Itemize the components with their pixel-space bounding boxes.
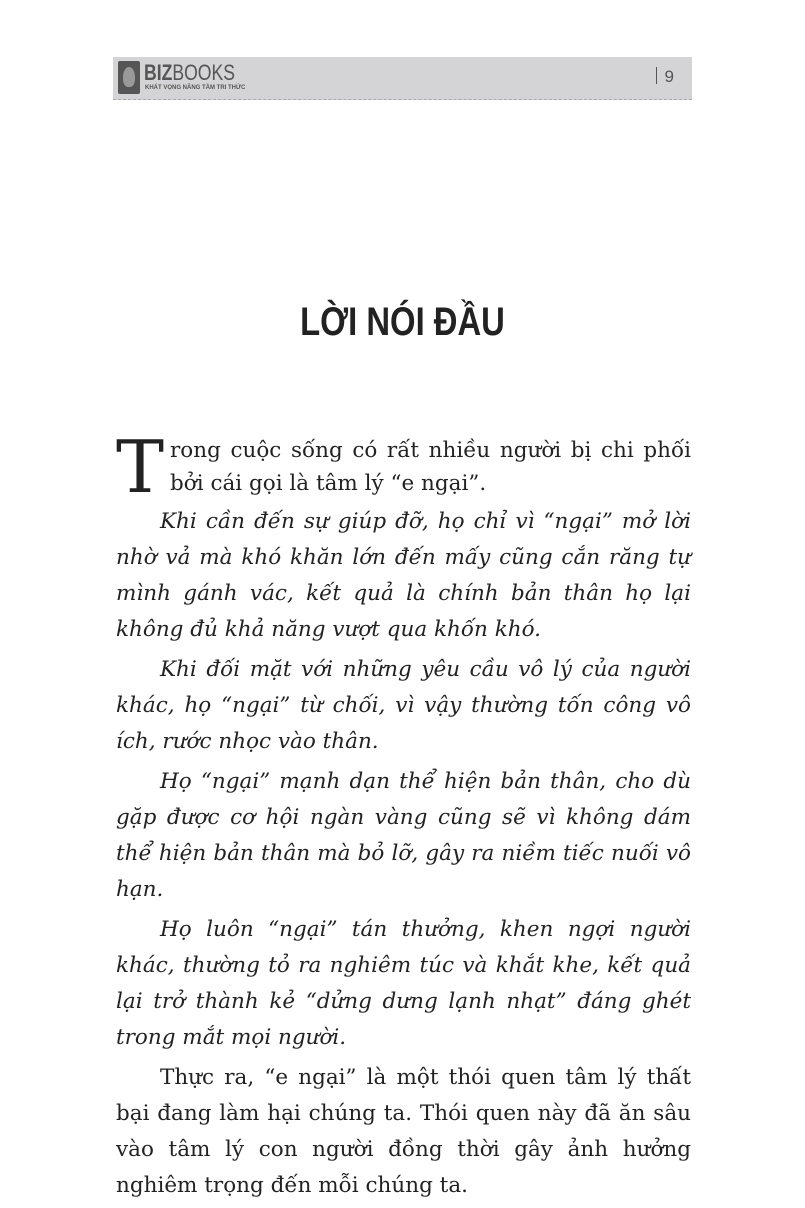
bizbooks-logo-icon <box>118 61 140 94</box>
paragraph-1 <box>116 425 691 509</box>
paragraph-6: Thực ra, “e ngại” là một thói quen tâm lý thất bại đang làm hại chúng ta. Thói quen này đã ăn sâu vào tâm lý con người đồng thời gây ảnh hưởng nghiêm trọng đến mỗi chúng ta. <box>116 1065 691 1198</box>
drop-cap: T <box>116 425 165 509</box>
body-text <box>116 425 691 1208</box>
paragraph-3: Khi đối mặt với những yêu cầu vô lý của người khác, họ “ngại” từ chối, vì vậy thường tốn công vô ích, rước nhọc vào thân. <box>116 657 691 754</box>
brand-name <box>144 60 235 86</box>
page-number: 9 <box>656 67 674 87</box>
brand-bold: BIZ <box>144 60 173 85</box>
paragraph-1-text: rong cuộc sống có rất nhiều người bị chi phối bởi cái gọi là tâm lý “e ngại”. <box>170 438 691 496</box>
paragraph-5: Họ luôn “ngại” tán thưởng, khen ngợi người khác, thường tỏ ra nghiêm túc và khắt khe, kết quả lại trở thành kẻ “dửng dưng lạnh nhạt” đáng ghét trong mắt mọi người. <box>116 917 691 1050</box>
paragraph-4: Họ “ngại” mạnh dạn thể hiện bản thân, cho dù gặp được cơ hội ngàn vàng cũng sẽ vì không dám thể hiện bản thân mà bỏ lỡ, gây ra niềm tiếc nuối vô hạn. <box>116 769 691 902</box>
paragraph-2: Khi cần đến sự giúp đỡ, họ chỉ vì “ngại” mở lời nhờ vả mà khó khăn lớn đến mấy cũng cắn răng tự mình gánh vác, kết quả là chính bản thân họ lại không đủ khả năng vượt qua khốn khó. <box>116 509 691 642</box>
page-header <box>113 57 692 100</box>
brand-rest: BOOKS <box>172 60 235 85</box>
chapter-title: LỜI NÓI ĐẦU <box>300 300 505 344</box>
brand-tagline: KHÁT VỌNG NÂNG TẦM TRI THỨC <box>145 85 246 91</box>
